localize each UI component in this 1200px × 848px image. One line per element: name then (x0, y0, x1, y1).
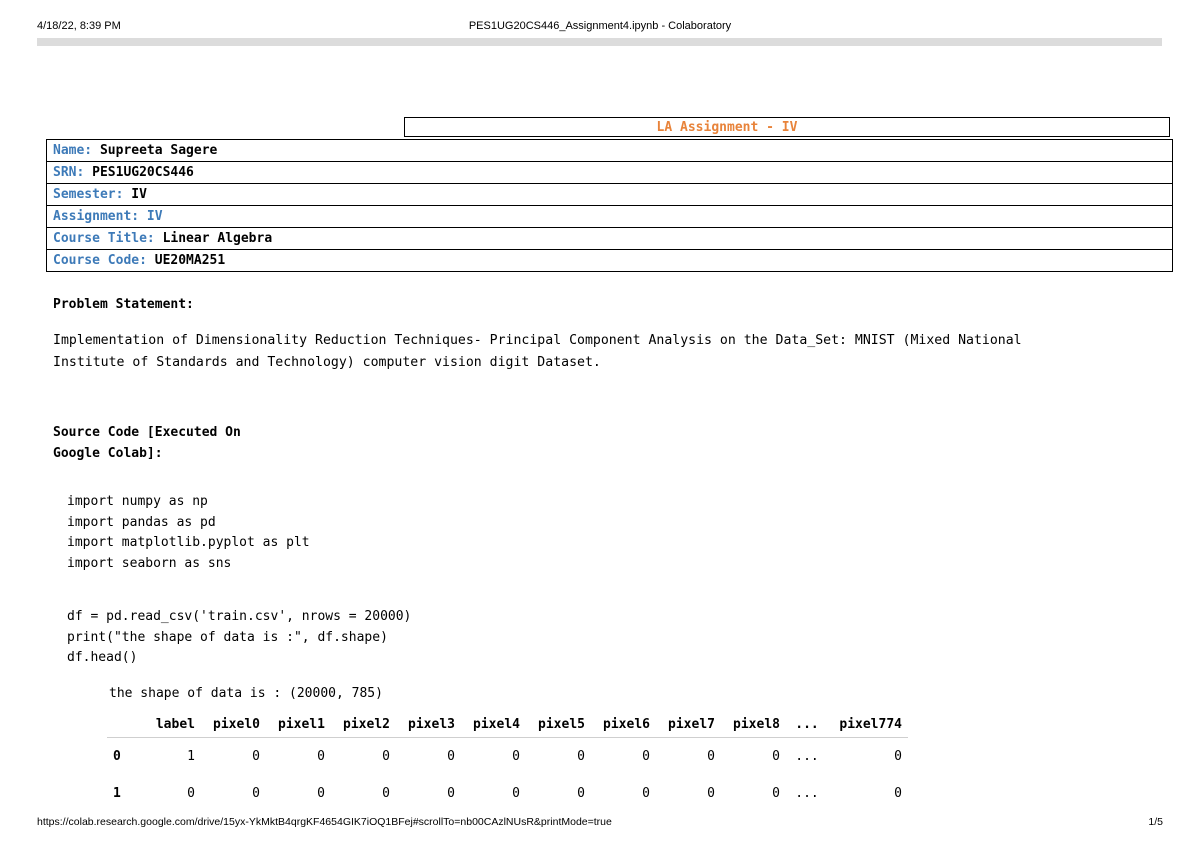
column-header: pixel4 (461, 712, 526, 738)
table-cell: 0 (396, 738, 461, 776)
table-cell: ... (786, 738, 828, 776)
column-header: pixel6 (591, 712, 656, 738)
info-label: Course Code: (53, 252, 147, 268)
table-cell: 0 (894, 786, 902, 801)
table-cell: ... (795, 786, 819, 801)
table-cell: 0 (382, 786, 390, 801)
print-datetime: 4/18/22, 8:39 PM (37, 20, 121, 32)
table-row (107, 738, 908, 776)
column-header: pixel1 (266, 712, 331, 738)
table-row (107, 775, 908, 812)
header-divider-bar (37, 38, 1162, 46)
table-cell: 0 (461, 738, 526, 776)
row-index: 0 (107, 738, 139, 776)
table-cell: 1 (139, 738, 201, 776)
info-row-course-title (47, 228, 1173, 250)
info-value: PES1UG20CS446 (92, 164, 194, 180)
info-value: Linear Algebra (162, 230, 273, 246)
table-cell: 0 (828, 738, 908, 776)
problem-heading: Problem Statement: (53, 297, 194, 312)
column-header: pixel5 (526, 712, 591, 738)
page-url[interactable]: https://colab.research.google.com/drive/15yx-YkMktB4qrgKF4654GIK7iOQ1BFej#scrollTo=nb00CAzlNUsR&printMode=true (37, 816, 612, 828)
info-value: IV (131, 186, 147, 202)
source-code-heading (53, 422, 241, 464)
source-heading-line: Google Colab]: (53, 446, 163, 461)
table-cell: 0 (642, 786, 650, 801)
info-label: Semester: (53, 186, 124, 202)
dataframe-output-table (107, 712, 908, 812)
table-cell: 0 (252, 786, 260, 801)
info-value: Supreeta Sagere (99, 142, 218, 158)
table-header-row (107, 712, 908, 738)
code-line: import matplotlib.pyplot as plt (67, 535, 310, 550)
table-cell: 0 (772, 786, 780, 801)
table-cell: 0 (266, 738, 331, 776)
info-label: Name: (53, 142, 93, 158)
code-line: import pandas as pd (67, 514, 216, 530)
info-value: IV (146, 208, 163, 224)
table-cell: 0 (512, 786, 520, 801)
table-cell: 0 (187, 786, 195, 801)
info-row-course-code (47, 250, 1173, 272)
column-header: pixel8 (721, 712, 786, 738)
code-line: import numpy as np (67, 494, 208, 509)
table-cell: 0 (721, 738, 786, 776)
problem-line: Implementation of Dimensionality Reduction Techniques- Principal Component Analysis on the Data_Set: MNIST (Mixed National (53, 333, 1022, 348)
table-cell: 0 (331, 738, 396, 776)
column-header: pixel3 (396, 712, 461, 738)
info-row-srn (47, 162, 1173, 184)
index-header (107, 712, 139, 738)
cell-output-text: the shape of data is : (20000, 785) (109, 686, 383, 701)
code-line: print("the shape of data is :", df.shape) (67, 629, 388, 645)
page-number: 1/5 (1148, 816, 1163, 828)
table-cell: 0 (201, 738, 266, 776)
column-header: ... (786, 712, 828, 738)
info-row-assignment (47, 206, 1173, 228)
code-line: df = pd.read_csv('train.csv', nrows = 20000) (67, 609, 412, 624)
table-cell: 0 (656, 738, 721, 776)
code-cell-imports[interactable] (67, 492, 310, 574)
table-cell: 0 (577, 786, 585, 801)
problem-line: Institute of Standards and Technology) computer vision digit Dataset. (53, 355, 601, 370)
problem-statement (53, 330, 1133, 374)
column-header: pixel2 (331, 712, 396, 738)
info-row-name (47, 140, 1173, 162)
column-header: label (139, 712, 201, 738)
assignment-info-table (46, 139, 1173, 272)
table-cell: 0 (447, 786, 455, 801)
info-label: SRN: (53, 164, 85, 180)
code-cell-read-csv[interactable] (67, 607, 411, 669)
print-header (37, 20, 1163, 36)
column-header: pixel774 (828, 712, 908, 738)
column-header: pixel7 (656, 712, 721, 738)
assignment-title: LA Assignment - IV (404, 117, 1170, 137)
info-row-semester (47, 184, 1173, 206)
code-line: import seaborn as sns (67, 555, 232, 571)
info-label: Assignment: (53, 208, 140, 224)
document-title: PES1UG20CS446_Assignment4.ipynb - Colaboratory (468, 20, 732, 32)
table-cell: 0 (591, 738, 656, 776)
table-cell: 0 (707, 786, 715, 801)
info-label: Course Title: (53, 230, 155, 246)
source-heading-line: Source Code [Executed On (53, 425, 241, 440)
table-cell: 0 (526, 738, 591, 776)
column-header: pixel0 (201, 712, 266, 738)
row-index: 1 (113, 786, 121, 801)
table-cell: 0 (317, 786, 325, 801)
code-line: df.head() (67, 650, 138, 665)
info-value: UE20MA251 (154, 252, 226, 268)
